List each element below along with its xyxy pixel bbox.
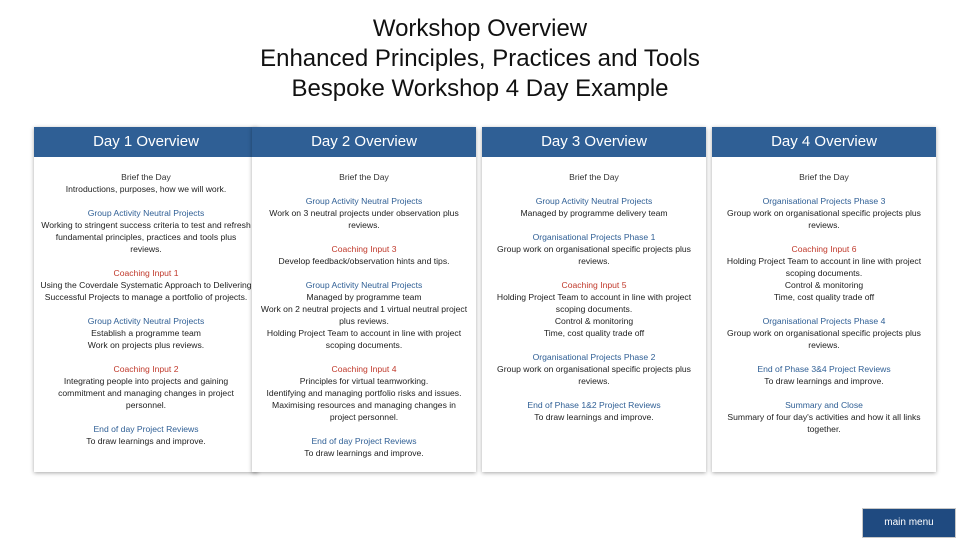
coaching-input-title: Coaching Input 5 [561,280,627,290]
block-title: Organisational Projects Phase 2 [532,352,656,362]
day-2-header: Day 2 Overview [252,127,476,157]
block-text: Holding Project Team to account in line with project scoping documents. Control & monitoring Time, cost quality trade off [726,256,922,302]
block-title: Organisational Projects Phase 1 [532,232,656,242]
block-text: Work on 3 neutral projects under observation plus reviews. [269,208,459,230]
day-3-column [482,127,706,472]
day-2-block [258,363,470,423]
day-4-block [718,399,930,435]
block-text: Integrating people into projects and gaining commitment and managing changes in project personnel. [58,376,234,410]
block-title: Brief the Day [121,172,171,182]
day-4-block [718,243,930,303]
block-text: Group work on organisational specific projects plus reviews. [497,364,691,386]
block-text: Managed by programme delivery team [520,208,668,218]
block-title: End of Phase 3&4 Project Reviews [757,364,891,374]
block-text: Using the Coverdale Systematic Approach to Delivering Successful Projects to manage a portfolio of projects. [40,280,252,302]
day-1-block [40,423,252,447]
day-3-block [488,399,700,423]
block-text: To draw learnings and improve. [304,448,424,458]
block-text: Managed by programme team Work on 2 neutral projects and 1 virtual neutral project plus reviews. Holding Project Team to account in line with project scoping documents. [260,292,468,350]
title-line-1: Workshop Overview [372,15,588,42]
day-4-block [718,363,930,387]
day-1-block [40,267,252,303]
coaching-input-title: Coaching Input 6 [791,244,857,254]
block-text: Holding Project Team to account in line with project scoping documents. Control & monitoring Time, cost quality trade off [496,292,692,338]
title-line-2: Enhanced Principles, Practices and Tools [260,45,700,72]
day-4-column [712,127,936,472]
block-text: To draw learnings and improve. [764,376,884,386]
block-title: Organisational Projects Phase 4 [762,316,886,326]
day-2-body [252,157,476,459]
slide-title [0,14,960,104]
day-1-block [40,171,252,195]
day-1-body [34,157,258,447]
day-4-block [718,195,930,231]
block-title: Group Activity Neutral Projects [87,316,205,326]
block-title: Organisational Projects Phase 3 [762,196,886,206]
day-3-block [488,351,700,387]
coaching-input-title: Coaching Input 3 [331,244,397,254]
day-3-header: Day 3 Overview [482,127,706,157]
block-title: Brief the Day [339,172,389,182]
day-3-block [488,231,700,267]
day-2-column [252,127,476,472]
day-1-block [40,207,252,255]
block-title: End of Phase 1&2 Project Reviews [527,400,661,410]
block-text: To draw learnings and improve. [86,436,206,446]
block-title: Brief the Day [569,172,619,182]
block-text: Establish a programme team Work on projects plus reviews. [87,328,205,350]
day-4-block [718,315,930,351]
day-4-block [718,171,930,183]
block-title: Group Activity Neutral Projects [305,280,423,290]
block-text: Principles for virtual teamworking. Identifying and managing portfolio risks and issues. Maximising resources and managing changes in project personnel. [266,376,462,422]
block-text: Introductions, purposes, how we will work. [65,184,227,194]
day-3-block [488,171,700,183]
day-2-block [258,435,470,459]
block-title: End of day Project Reviews [311,436,417,446]
coaching-input-title: Coaching Input 2 [113,364,179,374]
block-title: Summary and Close [785,400,863,410]
main-menu-button[interactable]: main menu [862,508,956,538]
day-3-block [488,279,700,339]
block-text: Working to stringent success criteria to test and refresh fundamental principles, practices and tools plus reviews. [41,220,251,254]
day-4-header: Day 4 Overview [712,127,936,157]
block-text: Summary of four day's activities and how it all links together. [727,412,921,434]
day-1-block [40,363,252,411]
block-text: Group work on organisational specific projects plus reviews. [727,328,921,350]
title-line-3: Bespoke Workshop 4 Day Example [291,75,669,102]
block-title: Group Activity Neutral Projects [87,208,205,218]
day-4-body [712,157,936,435]
block-text: Develop feedback/observation hints and tips. [278,256,450,266]
day-1-block [40,315,252,351]
block-title: Brief the Day [799,172,849,182]
block-text: To draw learnings and improve. [534,412,654,422]
block-title: Group Activity Neutral Projects [305,196,423,206]
day-1-header: Day 1 Overview [34,127,258,157]
block-title: Group Activity Neutral Projects [535,196,653,206]
day-3-block [488,195,700,219]
block-title: End of day Project Reviews [93,424,199,434]
day-1-column [34,127,258,472]
day-3-body [482,157,706,423]
day-2-block [258,171,470,183]
day-2-block [258,195,470,231]
block-text: Group work on organisational specific projects plus reviews. [497,244,691,266]
day-2-block [258,279,470,351]
coaching-input-title: Coaching Input 1 [113,268,179,278]
block-text: Group work on organisational specific projects plus reviews. [727,208,921,230]
day-2-block [258,243,470,267]
coaching-input-title: Coaching Input 4 [331,364,397,374]
